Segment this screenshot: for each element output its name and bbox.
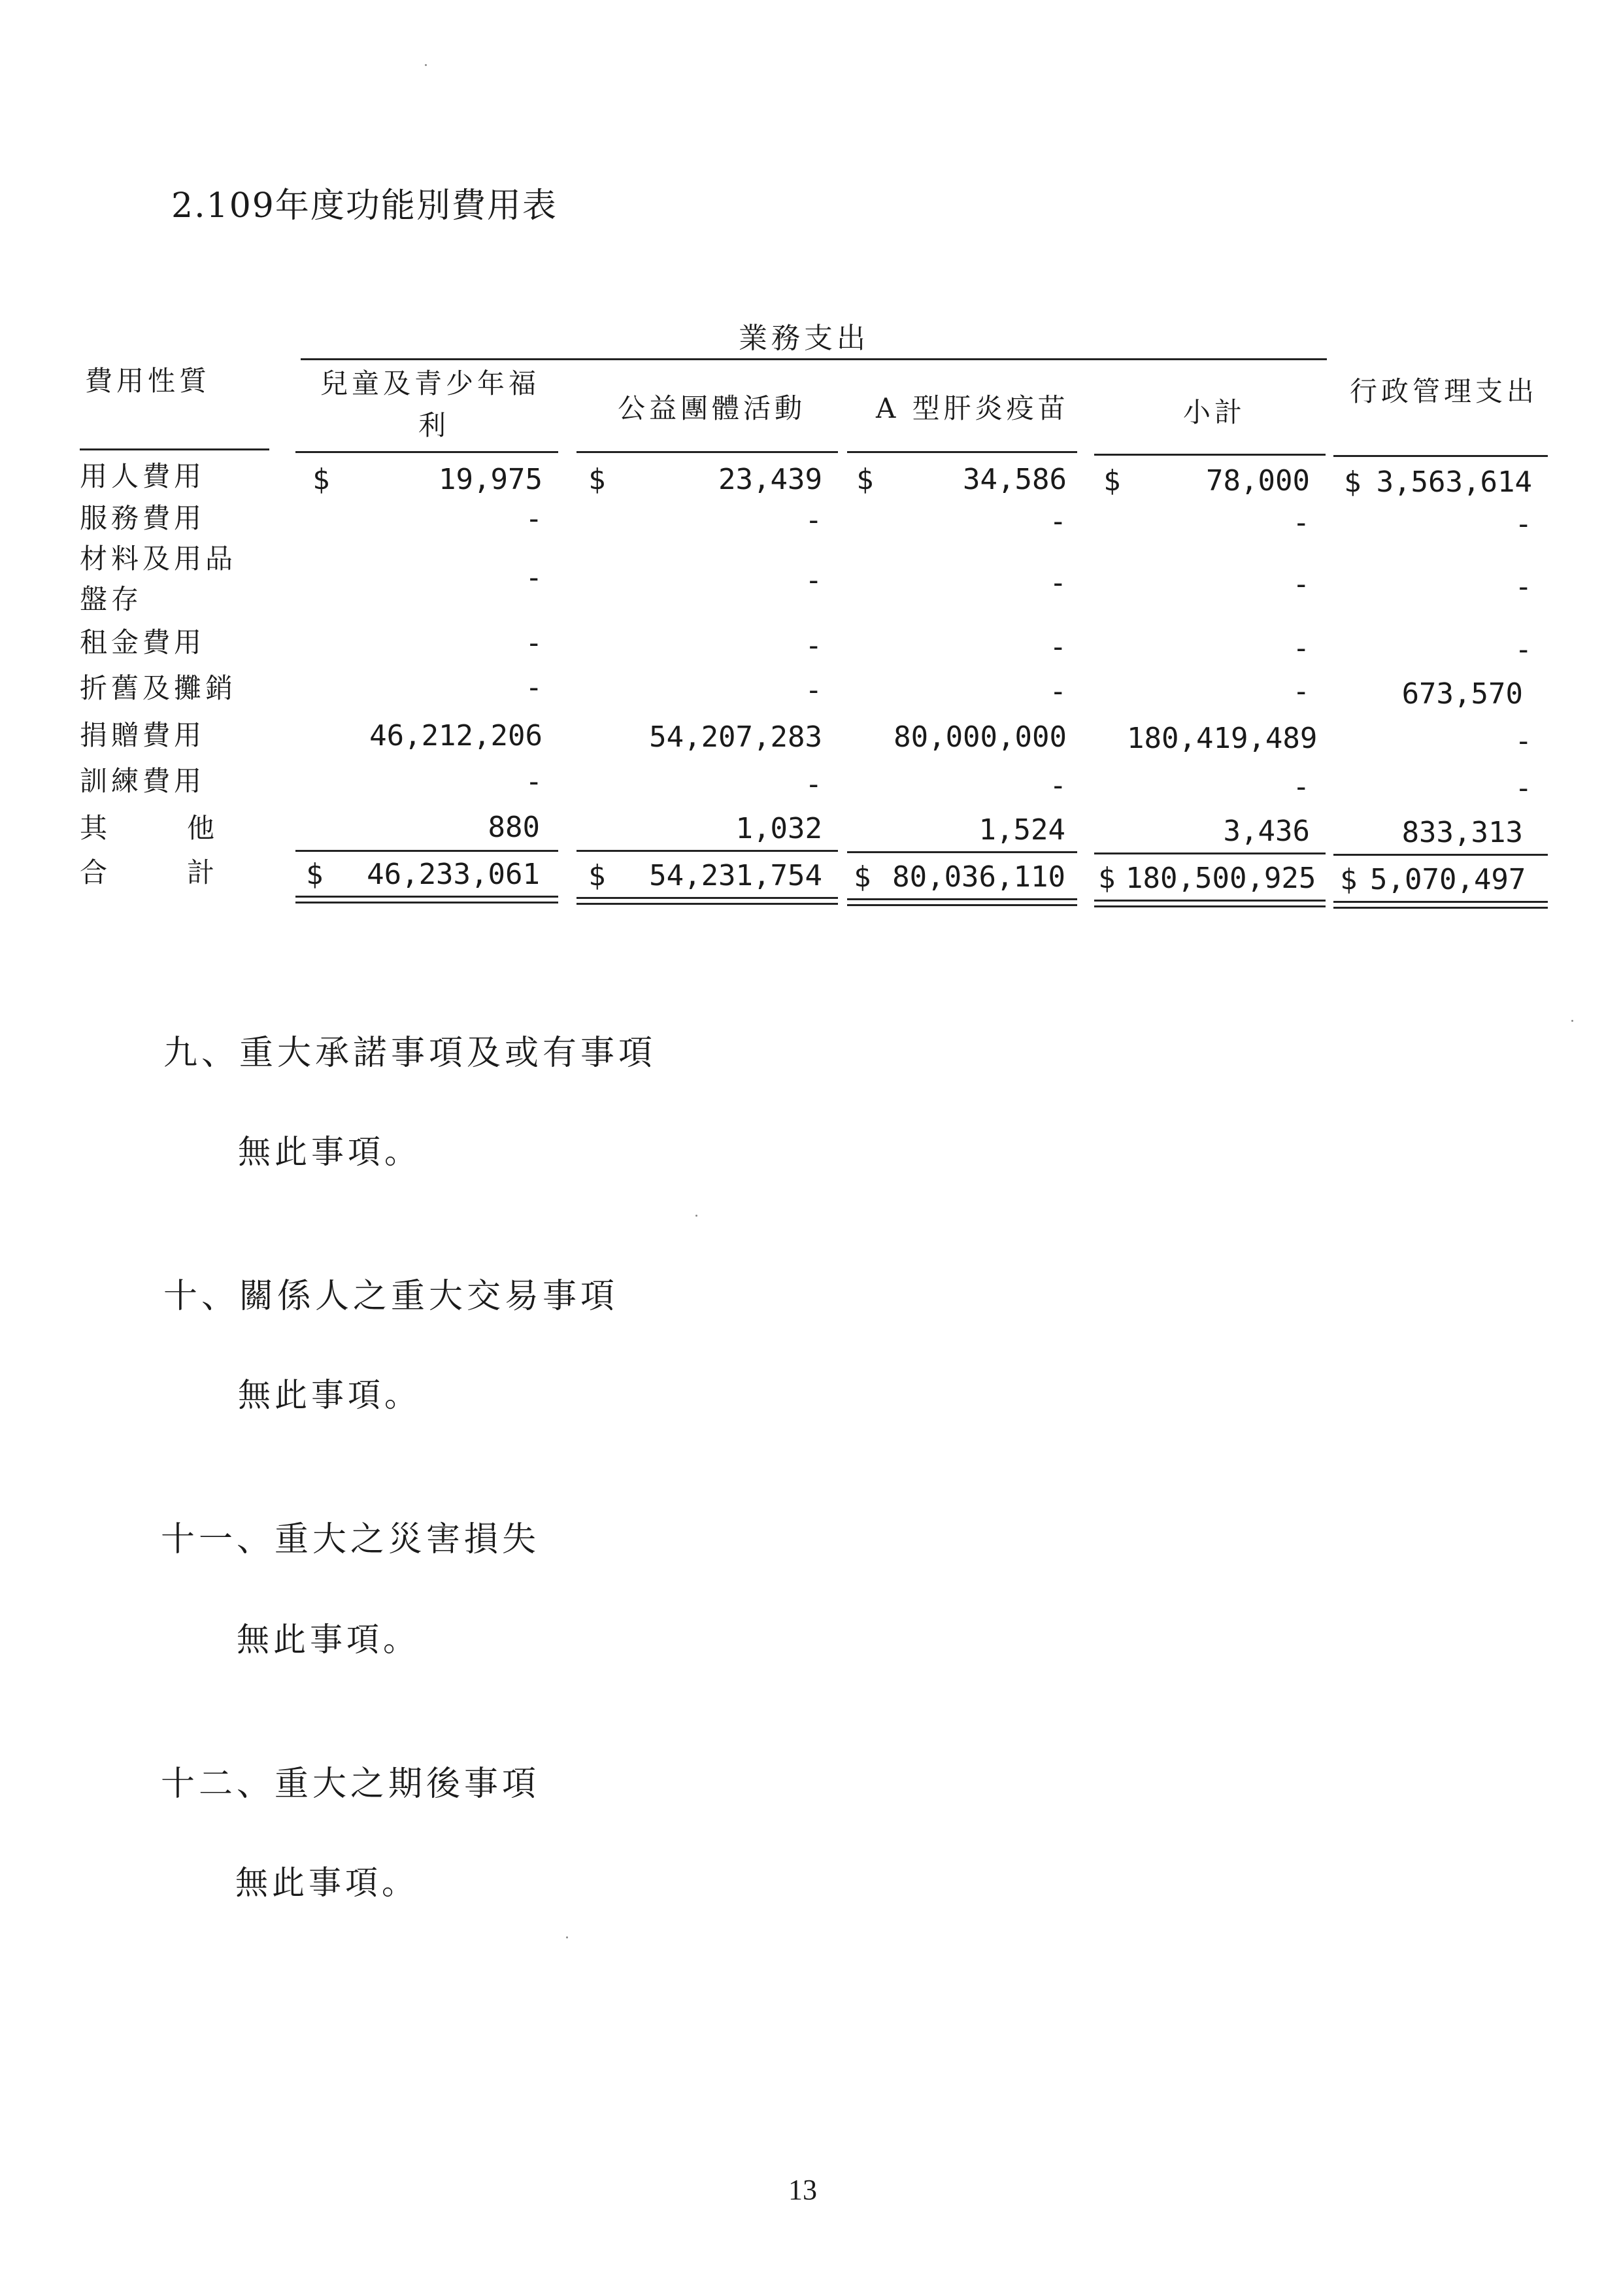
col-child-rule bbox=[295, 451, 558, 453]
cell-value: 80,000,000 bbox=[894, 720, 1067, 754]
scan-speck bbox=[566, 1936, 568, 1938]
total-double-rule bbox=[295, 896, 558, 898]
row-label: 折舊及攤銷 bbox=[80, 672, 237, 704]
currency-symbol: $ bbox=[1344, 465, 1362, 499]
subtotal-rule bbox=[1333, 854, 1548, 856]
cell-value: - bbox=[1049, 675, 1067, 708]
cell-value: - bbox=[805, 673, 822, 707]
total-label: 合 計 bbox=[80, 856, 241, 888]
subtotal-rule bbox=[1094, 853, 1326, 854]
cell-value: 78,000 bbox=[1206, 464, 1310, 498]
section-body: 無此事項。 bbox=[238, 1133, 421, 1171]
cell-value: 54,207,283 bbox=[649, 720, 822, 754]
cell-value: 3,436 bbox=[1223, 815, 1310, 848]
cell-value: - bbox=[1292, 770, 1310, 803]
col-child-line1: 兒童及青少年福 bbox=[320, 367, 541, 399]
total-double-rule bbox=[577, 897, 838, 899]
total-value: 80,036,110 bbox=[892, 860, 1065, 894]
row-label: 用人費用 bbox=[80, 460, 206, 492]
col-admin-rule bbox=[1333, 455, 1548, 457]
col-subtotal: 小計 bbox=[1183, 396, 1246, 428]
scan-speck bbox=[425, 64, 427, 66]
cell-value: - bbox=[1049, 505, 1067, 538]
cell-value: 1,524 bbox=[978, 813, 1065, 847]
section-heading: 九、重大承諾事項及或有事項 bbox=[163, 1034, 657, 1073]
cell-value: - bbox=[525, 502, 543, 535]
cell-value: - bbox=[1292, 675, 1310, 708]
col-admin: 行政管理支出 bbox=[1350, 375, 1539, 407]
total-double-rule bbox=[295, 902, 558, 903]
section-heading: 十一、重大之災害損失 bbox=[161, 1520, 541, 1559]
cell-value: 880 bbox=[488, 811, 540, 844]
col-charity: 公益團體活動 bbox=[618, 392, 807, 424]
section-body: 無此事項。 bbox=[237, 1621, 420, 1659]
cell-value: - bbox=[805, 629, 822, 662]
currency-symbol: $ bbox=[588, 463, 606, 496]
cell-value: - bbox=[1292, 567, 1310, 601]
col-hep-rule bbox=[847, 451, 1077, 453]
cell-value: 34,586 bbox=[963, 463, 1067, 496]
cell-value: 833,313 bbox=[1401, 816, 1523, 849]
col-charity-rule bbox=[577, 451, 838, 453]
cell-value: - bbox=[1292, 506, 1310, 539]
row-label: 租金費用 bbox=[80, 626, 206, 658]
cell-value: - bbox=[525, 626, 543, 660]
row-label: 盤存 bbox=[80, 583, 143, 615]
cell-value: - bbox=[1514, 771, 1532, 805]
table-title: 2.109年度功能別費用表 bbox=[171, 186, 558, 226]
cell-value: 673,570 bbox=[1401, 677, 1523, 711]
total-value: 180,500,925 bbox=[1126, 862, 1316, 895]
cell-value: - bbox=[1049, 769, 1067, 802]
cell-value: - bbox=[1514, 633, 1532, 666]
section-heading: 十二、重大之期後事項 bbox=[161, 1764, 541, 1804]
cell-value: 23,439 bbox=[718, 463, 822, 496]
row-label: 捐贈費用 bbox=[80, 719, 206, 751]
currency-symbol: $ bbox=[1340, 863, 1358, 896]
cell-value: 1,032 bbox=[735, 812, 822, 845]
group-header-rule bbox=[301, 358, 1327, 360]
cell-value: 46,212,206 bbox=[369, 719, 543, 752]
total-value: 54,231,754 bbox=[649, 859, 822, 892]
total-double-rule bbox=[847, 898, 1077, 900]
cell-value: 3,563,614 bbox=[1376, 465, 1532, 499]
cell-value: - bbox=[525, 671, 543, 704]
row-label: 服務費用 bbox=[80, 502, 206, 534]
section-body: 無此事項。 bbox=[238, 1376, 421, 1414]
total-value: 46,233,061 bbox=[367, 858, 540, 891]
cell-value: - bbox=[1049, 566, 1067, 599]
cell-value: - bbox=[805, 564, 822, 597]
row-header: 費用性質 bbox=[85, 365, 211, 397]
row-label: 材料及用品 bbox=[80, 543, 237, 575]
col-subtotal-rule bbox=[1094, 454, 1326, 456]
total-double-rule bbox=[847, 904, 1077, 906]
row-label: 訓練費用 bbox=[80, 765, 206, 797]
cell-value: - bbox=[1292, 632, 1310, 665]
cell-value: 180,419,489 bbox=[1127, 722, 1318, 755]
cell-value: - bbox=[805, 768, 822, 801]
currency-symbol: $ bbox=[856, 463, 874, 496]
currency-symbol: $ bbox=[1098, 862, 1116, 895]
currency-symbol: $ bbox=[1103, 464, 1121, 498]
currency-symbol: $ bbox=[306, 858, 324, 891]
cell-value: - bbox=[1514, 570, 1532, 603]
section-body: 無此事項。 bbox=[235, 1864, 418, 1902]
cell-value: - bbox=[1514, 507, 1532, 541]
col-child-line2: 利 bbox=[418, 409, 450, 441]
subtotal-rule bbox=[295, 850, 558, 852]
scan-speck bbox=[695, 1215, 697, 1217]
cell-value: - bbox=[525, 765, 543, 798]
subtotal-rule bbox=[577, 850, 838, 852]
cell-value: - bbox=[1514, 724, 1532, 758]
total-double-rule bbox=[1094, 900, 1326, 902]
cell-value: - bbox=[525, 561, 543, 594]
cell-value: - bbox=[1049, 630, 1067, 664]
total-double-rule bbox=[1333, 901, 1548, 903]
row-label: 其 他 bbox=[80, 812, 241, 844]
group-header: 業務支出 bbox=[739, 322, 869, 355]
section-heading: 十、關係人之重大交易事項 bbox=[163, 1277, 619, 1316]
currency-symbol: $ bbox=[312, 463, 330, 496]
col-hep: A 型肝炎疫苗 bbox=[876, 392, 1069, 424]
currency-symbol: $ bbox=[588, 859, 606, 892]
row-header-rule bbox=[80, 448, 269, 450]
scan-speck bbox=[1571, 1020, 1573, 1022]
page-number: 13 bbox=[788, 2174, 817, 2206]
cell-value: - bbox=[805, 503, 822, 537]
total-double-rule bbox=[1333, 907, 1548, 909]
subtotal-rule bbox=[847, 851, 1077, 853]
cell-value: 19,975 bbox=[439, 463, 543, 496]
total-double-rule bbox=[1094, 905, 1326, 907]
total-value: 5,070,497 bbox=[1370, 863, 1526, 896]
total-double-rule bbox=[577, 903, 838, 905]
currency-symbol: $ bbox=[854, 860, 871, 894]
